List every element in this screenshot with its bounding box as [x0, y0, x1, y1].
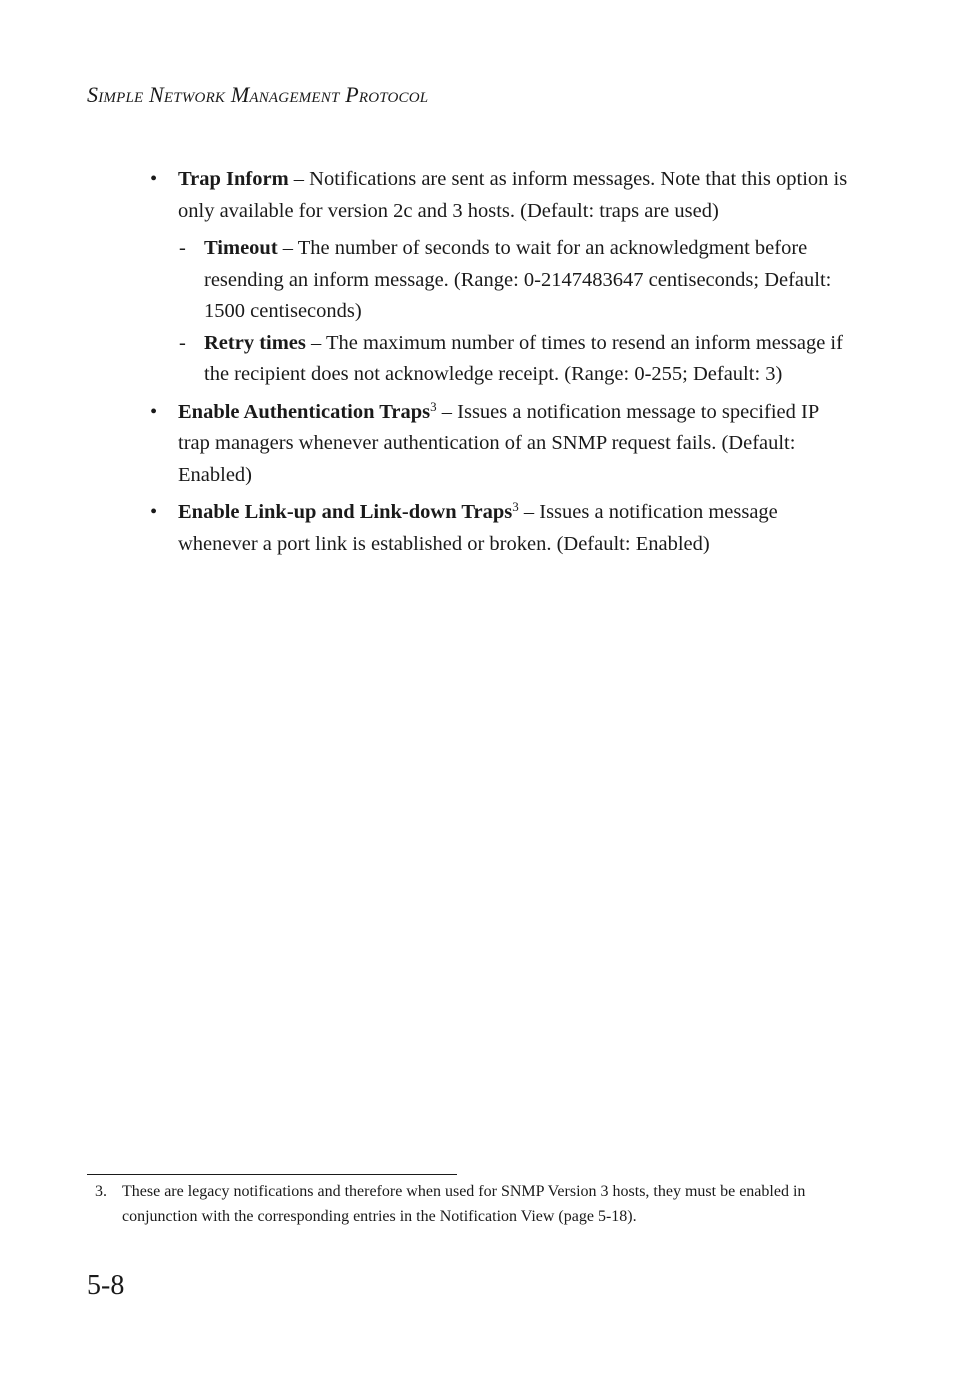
item-term: Enable Authentication Traps: [178, 400, 431, 423]
item-term: Trap Inform: [178, 168, 289, 190]
bullet-item-trap-inform: [150, 164, 850, 227]
bullet-marker: •: [150, 168, 158, 190]
subitem-description: – The maximum number of times to resend an inform message if the recipient does not acknowledge receipt. (Range: 0-255; Default: 3): [204, 331, 843, 385]
subitem-description: – The number of seconds to wait for an acknowledgment before resending an inform message. (Range: 0-2147483647 centiseconds; Default: 1500 centiseconds): [204, 237, 832, 322]
footnote-divider: [87, 1174, 457, 1175]
footnote-number: 3.: [95, 1183, 107, 1200]
dash-marker: -: [179, 237, 186, 259]
item-description: – Issues a notification message to specified IP trap managers whenever authentication of an SNMP request fails. (Default: Enabled): [178, 400, 819, 486]
dash-marker: -: [179, 331, 186, 354]
item-term: Enable Link-up and Link-down Traps: [178, 501, 513, 523]
footnote-reference: 3: [430, 398, 437, 414]
item-description: – Notifications are sent as inform messages. Note that this option is only available for version 2c and 3 hosts. (Default: traps are used): [178, 168, 848, 222]
page-number: 5-8: [87, 1270, 125, 1301]
bullet-marker: •: [150, 501, 158, 523]
body-content: [150, 164, 850, 566]
running-header: Simple Network Management Protocol: [87, 82, 429, 107]
trap-inform-subitems: [150, 233, 850, 391]
item-description: – Issues a notification message whenever a port link is established or broken. (Default: Enabled): [178, 501, 778, 555]
footnote-reference: 3: [512, 499, 519, 514]
bullet-item-auth-traps: [150, 397, 850, 492]
subitem-retry-times: [150, 328, 850, 391]
subitem-term: Retry times: [204, 331, 306, 354]
subitem-timeout: [150, 233, 850, 328]
footnote-text: These are legacy notifications and therefore when used for SNMP Version 3 hosts, they must be enabled in conjunction with the corresponding entries in the Notification View (page 5-18).: [122, 1183, 806, 1225]
bullet-marker: •: [150, 400, 158, 423]
bullet-item-link-traps: [150, 497, 850, 560]
footnote: [95, 1180, 815, 1229]
subitem-term: Timeout: [204, 237, 278, 259]
